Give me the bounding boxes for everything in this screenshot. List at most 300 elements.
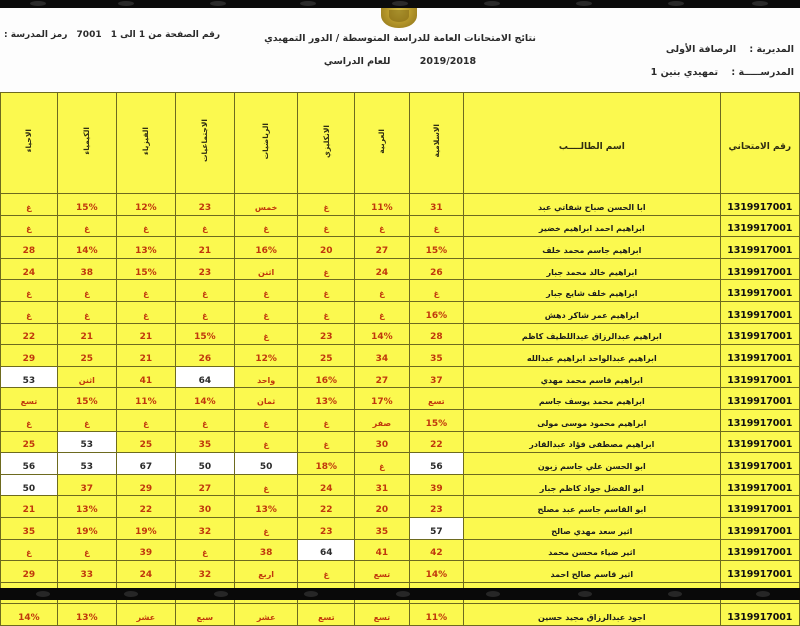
- grade-value: 24: [375, 267, 389, 278]
- grade-value: اثنن: [78, 375, 95, 385]
- grade-value: 39: [139, 548, 153, 559]
- column-header-label: الكيمياء: [82, 127, 92, 155]
- grade-value: غ: [84, 289, 90, 299]
- table-row: [1, 561, 800, 583]
- grade-value: 20: [320, 245, 333, 256]
- student-name: ابو الحسن علي جاسم زبون: [537, 461, 646, 471]
- grade-cell-physics: [116, 496, 175, 518]
- table-row: [1, 258, 800, 280]
- grade-cell-islamic: [409, 453, 463, 475]
- grade-value: 32: [198, 526, 212, 537]
- student-name: ابراهيم عبدالرزاق عبداللطيف كاظم: [521, 332, 662, 342]
- exam-number: 1319917001: [727, 417, 793, 429]
- grade-cell-english: [298, 258, 355, 280]
- grade-cell-physics: [116, 388, 175, 410]
- academic-year-value: 2019/2018: [419, 56, 477, 67]
- table-row: [1, 301, 800, 323]
- grade-value: اربع: [258, 569, 275, 579]
- grade-value: غ: [323, 418, 329, 428]
- grade-value: غ: [323, 267, 329, 277]
- student-name-cell: [464, 215, 720, 237]
- grade-cell-chemistry: [57, 194, 116, 216]
- grade-value: 19%: [135, 526, 157, 537]
- column-header-label: الاسلامية: [431, 124, 441, 158]
- school-code-label: رمز المدرسة :: [4, 30, 68, 40]
- grade-cell-social: [175, 409, 234, 431]
- grade-value: 18%: [315, 461, 338, 472]
- exam-number-cell: [720, 280, 799, 302]
- grade-cell-social: [175, 301, 234, 323]
- grade-cell-biology: [1, 345, 58, 367]
- grade-value: 38: [80, 267, 94, 278]
- directorate-label: المديرية :: [749, 44, 794, 55]
- grade-cell-chemistry: [57, 258, 116, 280]
- grade-value: غ: [84, 224, 90, 234]
- grade-cell-biology: [1, 604, 58, 626]
- grade-value: 14%: [371, 332, 393, 343]
- grade-cell-chemistry: [57, 604, 116, 626]
- page-number-label: رقم الصفحة من 1 الى 1: [110, 30, 221, 40]
- grade-cell-islamic: [409, 539, 463, 561]
- grade-cell-biology: [1, 474, 58, 496]
- grade-value: 19%: [76, 526, 98, 537]
- grade-value: 41: [375, 548, 389, 559]
- exam-number-cell: [720, 517, 799, 539]
- grade-value: 31: [375, 483, 389, 494]
- grade-cell-english: [298, 280, 355, 302]
- grade-cell-social: [175, 517, 234, 539]
- grade-value: صفر: [372, 418, 392, 428]
- grade-value: 50: [259, 461, 273, 472]
- grade-value: واحد: [257, 375, 276, 385]
- grade-cell-physics: [116, 453, 175, 475]
- grade-value: 30: [198, 505, 212, 516]
- grade-cell-social: [175, 561, 234, 583]
- grade-value: 57: [430, 526, 443, 537]
- grade-cell-physics: [116, 431, 175, 453]
- grade-value: تسع: [20, 397, 38, 407]
- grade-cell-biology: [1, 409, 58, 431]
- grade-cell-english: [298, 561, 355, 583]
- column-header-label: العربية: [377, 128, 387, 154]
- column-header-label: اسم الطالــــب: [558, 141, 625, 152]
- grade-cell-biology: [1, 431, 58, 453]
- student-name-cell: [464, 366, 720, 388]
- grade-value: 11%: [425, 613, 448, 624]
- school-row: [651, 61, 794, 84]
- grade-value: غ: [263, 418, 269, 428]
- grade-value: 15%: [425, 418, 448, 429]
- grade-cell-english: [298, 604, 355, 626]
- grade-cell-social: [175, 388, 234, 410]
- grade-value: غ: [26, 548, 32, 558]
- exam-number-cell: [720, 194, 799, 216]
- student-name-cell: [464, 496, 720, 518]
- grade-cell-islamic: [409, 258, 463, 280]
- grade-cell-social: [175, 474, 234, 496]
- student-name: ابراهيم قاسم محمد مهدي: [540, 375, 643, 385]
- grade-cell-islamic: [409, 604, 463, 626]
- grade-value: 28: [430, 332, 443, 343]
- exam-number: 1319917001: [727, 374, 793, 386]
- grade-cell-arabic: [355, 388, 409, 410]
- grade-cell-physics: [116, 345, 175, 367]
- student-name: اثير قاسم صالح احمد: [550, 569, 634, 579]
- grade-cell-islamic: [409, 301, 463, 323]
- grade-cell-math: [234, 496, 298, 518]
- exam-number-cell: [720, 604, 799, 626]
- grade-value: تسع: [428, 397, 445, 407]
- grade-value: 38: [259, 548, 273, 559]
- grade-cell-arabic: [355, 280, 409, 302]
- grade-cell-chemistry: [57, 517, 116, 539]
- grade-value: غ: [323, 289, 329, 299]
- grade-cell-physics: [116, 215, 175, 237]
- grade-value: 13%: [255, 505, 277, 516]
- table-row: [1, 604, 800, 626]
- column-header-arabic: [355, 93, 409, 194]
- column-header-english: [298, 93, 355, 194]
- table-row: [1, 517, 800, 539]
- column-header-physics: [116, 93, 175, 194]
- exam-number: 1319917001: [727, 201, 793, 213]
- grade-cell-arabic: [355, 366, 409, 388]
- grade-cell-chemistry: [57, 366, 116, 388]
- grade-cell-arabic: [355, 323, 409, 345]
- student-name-cell: [464, 194, 720, 216]
- table-row: [1, 388, 800, 410]
- grade-value: غ: [26, 418, 32, 428]
- grade-cell-math: [234, 539, 298, 561]
- student-name: ابراهيم محمود موسى مولى: [537, 418, 647, 428]
- directorate-value: الرصافة الأولى: [665, 44, 737, 55]
- student-name-cell: [464, 431, 720, 453]
- grade-value: 37: [430, 375, 443, 386]
- grade-value: 50: [22, 483, 36, 494]
- grade-cell-biology: [1, 323, 58, 345]
- student-name-cell: [464, 388, 720, 410]
- grade-cell-math: [234, 301, 298, 323]
- table-row: [1, 366, 800, 388]
- grade-cell-biology: [1, 280, 58, 302]
- exam-number-cell: [720, 237, 799, 259]
- grade-cell-math: [234, 366, 298, 388]
- grade-cell-arabic: [355, 345, 409, 367]
- grade-value: غ: [26, 202, 32, 212]
- exam-number-cell: [720, 453, 799, 475]
- student-name: ابا الحسن صباح شفاتي عبد: [538, 202, 646, 212]
- grade-cell-social: [175, 280, 234, 302]
- exam-number: 1319917001: [727, 568, 793, 580]
- grade-cell-islamic: [409, 237, 463, 259]
- grade-value: غ: [323, 310, 329, 320]
- column-header-label: الاحياء: [24, 129, 34, 153]
- grade-value: 35: [198, 440, 212, 451]
- exam-number-cell: [720, 431, 799, 453]
- grade-value: 23: [320, 332, 333, 343]
- grade-cell-islamic: [409, 517, 463, 539]
- grade-cell-english: [298, 301, 355, 323]
- grade-cell-math: [234, 517, 298, 539]
- grade-cell-english: [298, 453, 355, 475]
- grade-value: غ: [84, 418, 90, 428]
- grade-cell-chemistry: [57, 301, 116, 323]
- grade-cell-math: [234, 388, 298, 410]
- grade-value: 27: [375, 375, 389, 386]
- exam-number-cell: [720, 258, 799, 280]
- student-name: اجود عبدالرزاق مجيد حسين: [538, 613, 646, 623]
- grade-value: 24: [320, 483, 333, 494]
- grade-value: 53: [22, 375, 36, 386]
- grade-value: غ: [202, 289, 208, 299]
- grade-cell-english: [298, 409, 355, 431]
- grade-value: 37: [80, 483, 94, 494]
- grade-cell-arabic: [355, 237, 409, 259]
- grade-value: 26: [430, 267, 443, 278]
- table-row: [1, 280, 800, 302]
- grade-value: 15%: [135, 267, 157, 278]
- exam-number: 1319917001: [727, 266, 793, 278]
- table-row: [1, 194, 800, 216]
- grade-cell-chemistry: [57, 561, 116, 583]
- grade-cell-biology: [1, 561, 58, 583]
- grade-value: 53: [80, 461, 94, 472]
- grade-value: غ: [143, 310, 149, 320]
- grade-value: غ: [379, 310, 385, 320]
- grade-value: 29: [139, 483, 153, 494]
- exam-number-cell: [720, 496, 799, 518]
- grade-cell-islamic: [409, 561, 463, 583]
- grade-value: 25: [22, 440, 36, 451]
- screen-bottom-edge: [0, 588, 800, 600]
- grade-cell-chemistry: [57, 345, 116, 367]
- grade-cell-math: [234, 323, 298, 345]
- grade-value: غ: [433, 289, 440, 299]
- grade-cell-social: [175, 453, 234, 475]
- grade-value: 15%: [76, 397, 98, 408]
- grade-value: غ: [263, 224, 269, 234]
- grade-value: 41: [139, 375, 153, 386]
- student-name: ابراهيم عمر شاكر دهش: [544, 310, 639, 320]
- student-name: ابراهيم احمد ابراهيم خضير: [538, 224, 645, 234]
- grade-cell-english: [298, 215, 355, 237]
- grade-value: 14%: [425, 569, 448, 580]
- grade-cell-islamic: [409, 496, 463, 518]
- results-table-container: [0, 92, 800, 624]
- grade-cell-physics: [116, 561, 175, 583]
- column-header-label: الاجتماعيات: [200, 119, 210, 163]
- grade-cell-islamic: [409, 431, 463, 453]
- grade-cell-arabic: [355, 517, 409, 539]
- grade-value: غ: [379, 461, 385, 471]
- grade-value: غ: [263, 289, 269, 299]
- grade-value: 35: [22, 526, 36, 537]
- grade-cell-biology: [1, 496, 58, 518]
- grade-cell-chemistry: [57, 280, 116, 302]
- grade-value: غ: [379, 289, 385, 299]
- grade-cell-arabic: [355, 258, 409, 280]
- grade-cell-physics: [116, 517, 175, 539]
- grade-value: 15%: [76, 202, 98, 213]
- grade-value: 42: [430, 548, 443, 559]
- grade-cell-english: [298, 237, 355, 259]
- grade-cell-physics: [116, 280, 175, 302]
- grade-cell-islamic: [409, 409, 463, 431]
- grade-value: غ: [143, 289, 149, 299]
- table-row: [1, 496, 800, 518]
- grade-cell-english: [298, 345, 355, 367]
- grade-cell-physics: [116, 194, 175, 216]
- grade-cell-english: [298, 539, 355, 561]
- table-row: [1, 409, 800, 431]
- student-name: اثير ضياء محسن محمد: [548, 548, 636, 558]
- column-header-name: [464, 93, 720, 194]
- grade-value: 13%: [76, 613, 98, 624]
- grade-cell-math: [234, 561, 298, 583]
- student-name-cell: [464, 258, 720, 280]
- student-name-cell: [464, 474, 720, 496]
- grade-cell-math: [234, 604, 298, 626]
- grade-value: تسع: [317, 613, 335, 623]
- column-header-label: الفيزياء: [141, 127, 151, 155]
- grade-value: 13%: [135, 245, 157, 256]
- results-table: [0, 92, 800, 626]
- school-value: تمهيدي بنين 1: [650, 67, 719, 79]
- grade-value: 31: [430, 202, 443, 213]
- grade-cell-islamic: [409, 194, 463, 216]
- grade-cell-chemistry: [57, 539, 116, 561]
- grade-value: غ: [26, 310, 32, 320]
- exam-number-cell: [720, 388, 799, 410]
- grade-value: 14%: [194, 397, 216, 408]
- grade-value: 25: [320, 353, 333, 364]
- grade-value: 13%: [76, 505, 98, 516]
- grade-cell-physics: [116, 301, 175, 323]
- grade-cell-math: [234, 409, 298, 431]
- grade-value: تسع: [373, 569, 391, 579]
- grade-cell-physics: [116, 237, 175, 259]
- grade-cell-arabic: [355, 496, 409, 518]
- header-left-info: [4, 30, 246, 40]
- grade-value: غ: [202, 548, 208, 558]
- grade-value: 56: [22, 461, 36, 472]
- column-header-label: الرياضيات: [261, 122, 271, 160]
- grade-cell-biology: [1, 539, 58, 561]
- table-row: [1, 431, 800, 453]
- grade-cell-biology: [1, 366, 58, 388]
- grade-cell-biology: [1, 215, 58, 237]
- grade-value: اثنن: [258, 267, 275, 277]
- grade-value: غ: [323, 224, 329, 234]
- page-title: نتائج الامتحانات العامة للدراسة المتوسطة / الدور التمهيدي: [264, 33, 536, 44]
- grade-cell-physics: [116, 604, 175, 626]
- grade-value: 22: [139, 505, 153, 516]
- student-name: ابراهيم خالد محمد جبار: [546, 267, 638, 277]
- grade-cell-social: [175, 604, 234, 626]
- screen-top-edge: [0, 0, 800, 8]
- grade-value: غ: [202, 418, 208, 428]
- grade-cell-social: [175, 323, 234, 345]
- grade-value: 56: [430, 461, 443, 472]
- student-name-cell: [464, 280, 720, 302]
- grade-value: 24: [22, 267, 36, 278]
- grade-cell-physics: [116, 474, 175, 496]
- grade-value: 17%: [371, 397, 393, 408]
- column-header-islamic: [409, 93, 463, 194]
- grade-cell-physics: [116, 323, 175, 345]
- grade-value: 24: [139, 569, 153, 580]
- table-row: [1, 323, 800, 345]
- column-header-label: رقم الامتحاني: [728, 141, 792, 152]
- grade-cell-islamic: [409, 323, 463, 345]
- grade-value: 25: [139, 440, 153, 451]
- grade-cell-math: [234, 215, 298, 237]
- student-name-cell: [464, 409, 720, 431]
- exam-number-cell: [720, 301, 799, 323]
- grade-cell-chemistry: [57, 453, 116, 475]
- student-name: ابراهيم محمد يوسف جاسم: [538, 397, 645, 407]
- exam-number: 1319917001: [727, 244, 793, 256]
- grade-value: 23: [430, 505, 443, 516]
- grade-value: 21: [139, 353, 153, 364]
- grade-cell-physics: [116, 409, 175, 431]
- grade-cell-physics: [116, 366, 175, 388]
- grade-value: غ: [202, 310, 208, 320]
- exam-number: 1319917001: [727, 525, 793, 537]
- grade-cell-arabic: [355, 301, 409, 323]
- table-row: [1, 539, 800, 561]
- grade-value: 16%: [255, 245, 277, 256]
- student-name: اثير سعد مهدي صالح: [551, 526, 633, 536]
- grade-cell-chemistry: [57, 323, 116, 345]
- exam-number: 1319917001: [727, 439, 793, 451]
- exam-number: 1319917001: [727, 396, 793, 408]
- grade-value: 22: [320, 505, 333, 516]
- grade-value: غ: [143, 224, 149, 234]
- grade-value: غ: [263, 440, 269, 450]
- exam-number: 1319917001: [727, 288, 793, 300]
- student-name-cell: [464, 323, 720, 345]
- grade-cell-arabic: [355, 215, 409, 237]
- grade-value: 13%: [315, 397, 338, 408]
- grade-cell-social: [175, 345, 234, 367]
- student-name-cell: [464, 539, 720, 561]
- exam-number: 1319917001: [727, 460, 793, 472]
- grade-value: 50: [198, 461, 212, 472]
- table-row: [1, 345, 800, 367]
- grade-value: 12%: [135, 202, 157, 213]
- grade-value: غ: [84, 310, 90, 320]
- grade-value: غ: [379, 224, 385, 234]
- grade-value: غ: [323, 569, 329, 579]
- exam-number: 1319917001: [727, 612, 793, 624]
- grade-value: 34: [375, 353, 389, 364]
- student-name: ابو القاسم جاسم عبد مصلح: [537, 505, 647, 515]
- grade-cell-arabic: [355, 474, 409, 496]
- grade-cell-islamic: [409, 280, 463, 302]
- grade-value: غ: [323, 202, 329, 212]
- student-name: ابراهيم جاسم محمد خلف: [542, 245, 642, 255]
- grade-cell-islamic: [409, 215, 463, 237]
- grade-cell-social: [175, 539, 234, 561]
- grade-value: غ: [26, 224, 32, 234]
- grade-cell-chemistry: [57, 237, 116, 259]
- grade-value: ثمان: [257, 397, 276, 407]
- student-name-cell: [464, 237, 720, 259]
- column-header-id: [720, 93, 799, 194]
- grade-cell-math: [234, 431, 298, 453]
- grade-value: غ: [263, 483, 269, 493]
